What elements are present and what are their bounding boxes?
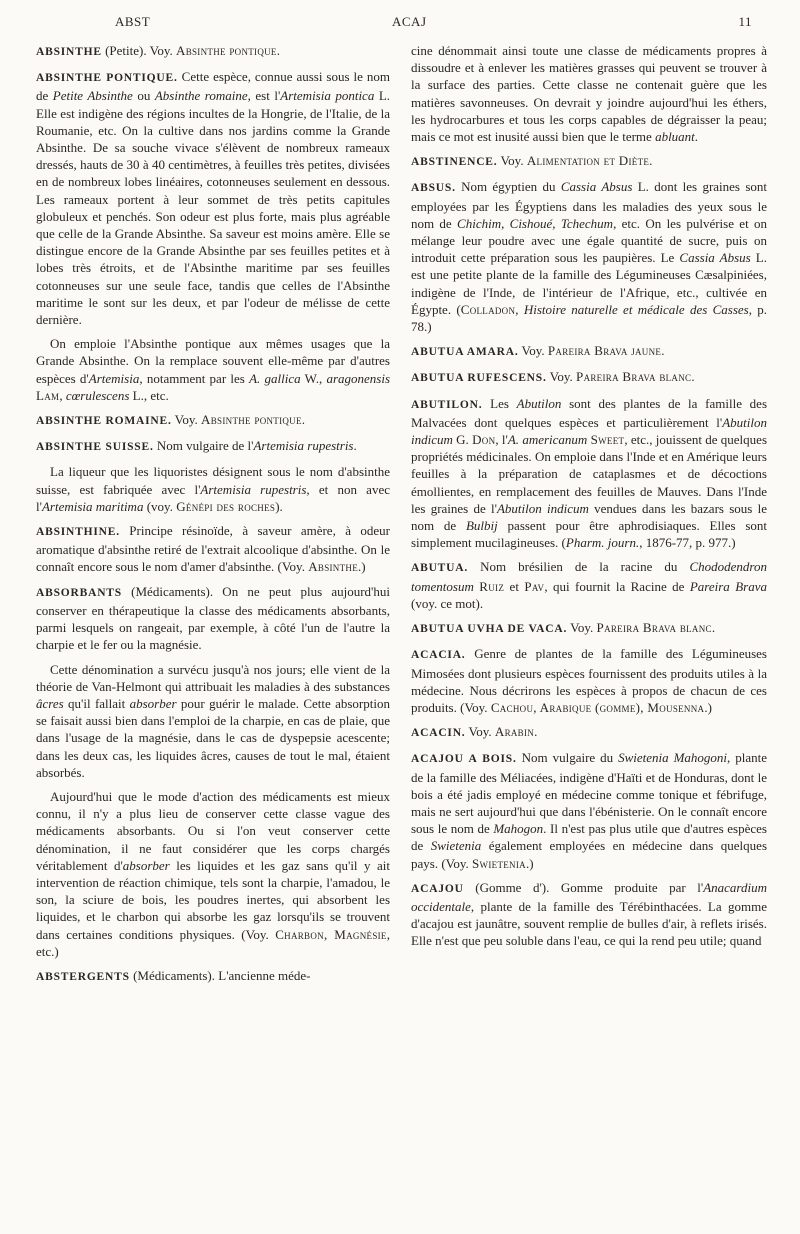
cross-reference: Arabin: [494, 724, 535, 740]
right-column: [411, 42, 767, 957]
headword: ABSINTHINE.: [36, 526, 120, 539]
headword: ABSINTHE SUISSE.: [36, 441, 154, 454]
cross-reference: Pareira Brava jaune: [547, 343, 662, 359]
left-column: [36, 42, 390, 993]
headword: ABSUS.: [411, 182, 456, 195]
headword: ACACIN.: [411, 727, 466, 740]
cross-reference: Absinthe pontique: [201, 412, 302, 428]
entry-absinthe-romaine: ABSINTHE ROMAINE. Voy. Absinthe pontique.: [36, 412, 306, 428]
headword: ABUTUA UVHA DE VACA.: [411, 623, 568, 636]
cross-reference: Pareira Brava blanc: [576, 369, 692, 385]
cross-reference: Alimentation et Diète: [526, 153, 650, 169]
headword: ABUTILON.: [411, 398, 483, 411]
entry-paragraph: Cette dénomination a survécu jusqu'à nos jours; elle vient de la théorie de Van-Helmont qui attribuait les maladies à des substances âcres qu'il fallait absorber pour guérir le malade. Cette absorption se faisait aussi bien dans l'emploi de la charpie, en cas de plaie, que dans l'usage de la magnésie, dans le cas de dyspepsie acescente; dans les deux cas, les liquides âcres, causes de tout le mal, étaient absorbés.: [36, 661, 390, 780]
entry-acacia: ACACIA. Genre de plantes de la famille des Légumineuses Mimosées dont plusieurs espèces fournissent des produits utiles à la médecine. Nous décrirons les espèces à propos de chacun de ces produits. (Voy. Cachou, Arabique (gomme), Mousenna.): [411, 646, 767, 715]
headword: ABSINTHE ROMAINE.: [36, 415, 172, 428]
headword: ABUTUA.: [411, 562, 469, 575]
entry-absinthe-suisse: ABSINTHE SUISSE. Nom vulgaire de l'Artemisia rupestris.: [36, 438, 357, 454]
entry-abstergents: ABSTERGENTS (Médicaments). L'ancienne méde-: [36, 967, 311, 983]
entry-abutua-uvha-de-vaca: ABUTUA UVHA DE VACA. Voy. Pareira Brava blanc.: [411, 620, 716, 636]
entry-absinthine: ABSINTHINE. Principe résinoïde, à saveur amère, à odeur aromatique d'absinthe retiré de l'extrait alcoolique d'absinthe. On le connaît encore sous le nom d'amer d'absinthe. (Voy. Absinthe.): [36, 523, 390, 575]
headword: ABUTUA RUFESCENS.: [411, 372, 547, 385]
cross-reference: Absinthe pontique: [176, 43, 277, 58]
entry-absinthe-petite: ABSINTHE (Petite). Voy. Absinthe pontique.: [36, 43, 280, 58]
cross-reference: Pareira Brava blanc: [596, 620, 712, 636]
entry-acajou-gomme: ACAJOU (Gomme d'). Gomme produite par l'Anacardium occidentale, plante de la famille des Térébinthacées. La gomme d'acajou est jaunâtre, souvent remplie de bulles d'air, à reflets irisés. Elle n'est que peu soluble dans l'eau, ce qui la rend peu utile; quand: [411, 879, 767, 949]
entry-abstergents-continued: cine dénommait ainsi toute une classe de médicaments propres à dissoudre et à enlever les matières grasses qui peuvent se trouver à la surface des parties. Cette classe ne contenait guère que les matières savonneuses. On devrait y joindre aujourd'hui les éthers, les hydrocarbures et tous les corps capables de dégraisser la peau; mais ce mot est inusité aussi bien que le terme abluant.: [411, 43, 767, 145]
headword: ABSINTHE: [36, 46, 102, 58]
headword: ABSORBANTS: [36, 586, 122, 599]
entry-abutua-amara: ABUTUA AMARA. Voy. Pareira Brava jaune.: [411, 343, 665, 359]
page-number: 11: [738, 14, 752, 29]
entry-absus: ABSUS. Nom égyptien du Cassia Absus L. dont les graines sont employées par les Égyptiens dans les maladies des yeux sous le nom de Chichim, Cishoué, Tchechum, etc. On les pulvérise et on mélange leur poudre avec une égale quantité de sucre, puis on introduit cette préparation sous les paupières. Le Cassia Absus L. est une petite plante de la famille des Légumineuses Cæsalpiniées, indigène de l'Inde, de l'intérieur de l'Afrique, etc., cultivée en Égypte. (Colladon, Histoire naturelle et médicale des Casses, p. 78.): [411, 179, 768, 335]
headword: ABSINTHE PONTIQUE.: [36, 72, 178, 85]
entry-paragraph: La liqueur que les liquoristes désignent sous le nom d'absinthe suisse, est fabriquée avec l'Artemisia rupestris, et non avec l'Artemisia maritima (voy. Génépi des roches).: [36, 464, 390, 514]
entry-absinthe-pontique: ABSINTHE PONTIQUE. Cette espèce, connue aussi sous le nom de Petite Absinthe ou Absinthe romaine, est l'Artemisia pontica L. Elle est indigène des régions incultes de la Hongrie, de l'Italie, de la Roumanie, etc. On la cultive dans nos jardins comme la Grande Absinthe. De sa souche vivace s'élèvent de nombreux rameaux dressés, hauts de 30 à 40 centimètres, à feuilles très petites, divisées en de nombreux lobes linéaires, cotonneuses seulement en dessous. Les rameaux portent à leur sommet de très petits capitules globuleux et penchés. Son odeur est plus forte, mais plus agréable que celle de la Grande Absinthe. Sa saveur est moins amère. Elle se distingue encore de la Grande Absinthe par ses feuilles petites et à lobes très étroits, et de l'Absinthe maritime par ses feuilles cotonneuses sur une seule face, tandis que celles de l'Absinthe maritime le sont sur les deux, et par l'odeur de mélisse de cette dernière.: [36, 69, 391, 328]
headword: ABSTINENCE.: [411, 156, 498, 169]
entry-acajou-a-bois: ACAJOU A BOIS. Nom vulgaire du Swietenia Mahogoni, plante de la famille des Méliacées, indigène d'Haïti et de Honduras, dont le bois a été jadis employé en médecine comme tonique et fébrifuge, mais ne sert aujourd'hui que dans l'ébénisterie. On le connaît encore sous le nom de Mahogon. Il n'est pas plus utile que d'autres espèces de Swietenia également employées en médecine dans quelques pays. (Voy. Swietenia.): [411, 750, 767, 871]
headword: ACAJOU: [411, 882, 464, 895]
page-header: [30, 14, 770, 36]
entry-abutilon: ABUTILON. Les Abutilon sont des plantes de la famille des Malvacées dont quelques espèces et particulièrement l'Abutilon indicum G. Don, l'A. americanum Sweet, etc., jouissent de quelques propriétés médicinales. On emploie dans l'Inde et en Amérique leurs feuilles à la préparation de cataplasmes et de décoctions émollientes, en remplacement des feuilles de Mauves. Dans l'Inde les graines de l'Abutilon indicum vendues dans les bazars sous le nom de Bulbij passent pour être aphrodisiaques. Elles sont simplement mucilagineuses. (Pharm. journ., 1876-77, p. 977.): [411, 395, 768, 551]
headword: ABUTUA AMARA.: [411, 346, 519, 359]
headword: ACACIA.: [411, 649, 466, 662]
header-left-guide-word: ABST: [115, 14, 151, 29]
entry-abutua-rufescens: ABUTUA RUFESCENS. Voy. Pareira Brava blanc.: [411, 369, 695, 385]
header-right-guide-word: ACAJ: [392, 14, 427, 29]
headword: ACAJOU A BOIS.: [411, 753, 517, 766]
headword: ABSTERGENTS: [36, 970, 130, 983]
entry-paragraph: On emploie l'Absinthe pontique aux mêmes usages que la Grande Absinthe. On la remplace souvent elle-même par d'autres espèces d'Artemisia, notamment par les A. gallica W., aragonensis Lam, cœrulescens L., etc.: [36, 336, 391, 403]
entry-paragraph: Aujourd'hui que le mode d'action des médicaments est mieux connu, il n'y a plus lieu de conserver cette classe vague des médicaments absorbants. Ou si l'on veut conserver cette dénomination, il ne faut considérer que les corps chargés véritablement d'absorber les liquides et les gaz sans qu'il y ait intervention de réaction chimique, tels sont la charpie, l'amadou, le son, la sciure de bois, les poudres inertes, qui absorbent les liquides, et le charbon qui absorbe les gaz lorsqu'ils se trouvent dans certaines conditions physiques. (Voy. Charbon, Magnésie, etc.): [36, 788, 390, 959]
entry-absorbants: ABSORBANTS (Médicaments). On ne peut plus aujourd'hui conserver en thérapeutique la classe des médicaments absorbants, parmi lesquels on rangeait, par exemple, à côté l'un de l'autre la charpie et le fer ou la magnésie.: [36, 583, 390, 653]
entry-acacin: ACACIN. Voy. Arabin.: [411, 724, 538, 740]
entry-abstinence: ABSTINENCE. Voy. Alimentation et Diète.: [411, 153, 653, 169]
entry-abutua: ABUTUA. Nom brésilien de la racine du Chododendron tomentosum Ruiz et Pav, qui fournit la Racine de Pareira Brava (voy. ce mot).: [411, 559, 767, 611]
